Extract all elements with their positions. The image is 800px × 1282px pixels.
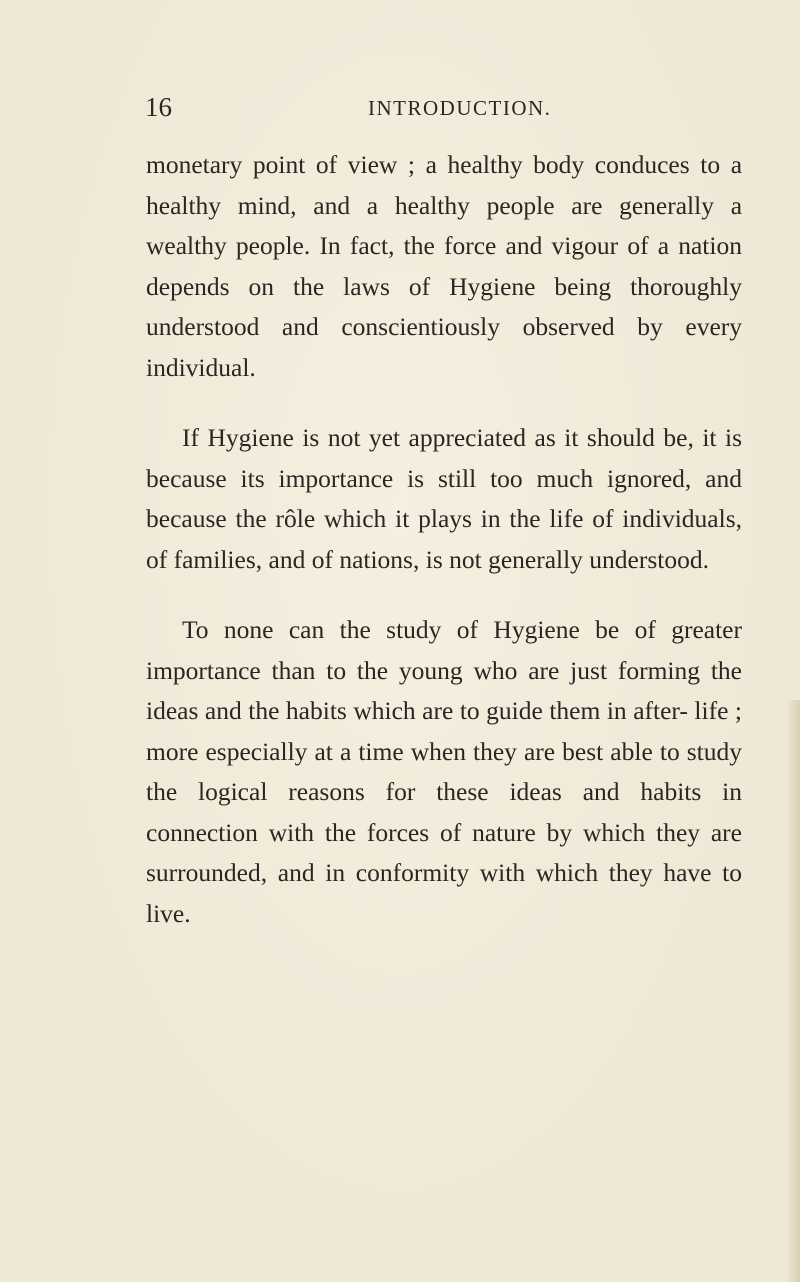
text-line: are surrounded, and in conformity with which they <box>146 817 742 887</box>
page-edge-shadow <box>786 700 800 1282</box>
page-header <box>145 92 745 132</box>
running-head: INTRODUCTION. <box>368 96 552 120</box>
text-line: in connection with the forces of nature by which they <box>146 777 742 847</box>
page-number: 16 <box>145 92 172 122</box>
text-line: of families, and of nations, is not generally understood. <box>146 544 710 574</box>
text-line: because the rôle which it plays in the life of individuals, <box>146 504 742 533</box>
text-line: to study the logical reasons for these ideas and habits <box>146 736 743 806</box>
text-line: ideas and the habits which are to guide them in after- <box>146 696 688 725</box>
paragraph-1 <box>146 145 742 388</box>
body-text <box>146 145 742 934</box>
text-line: importance than to the young who are just forming the <box>146 655 742 685</box>
text-line: monetary point of view ; a healthy body conduces to <box>146 150 721 179</box>
text-line: If Hygiene is not yet appreciated as it should be, it <box>182 423 717 452</box>
text-line: of a nation depends on the laws of Hygiene being <box>146 231 742 301</box>
paragraph-3 <box>146 610 742 934</box>
paragraph-2 <box>146 418 742 580</box>
text-line: have to live. <box>146 858 743 928</box>
text-line: is because its importance is still too much ignored, and <box>146 423 742 493</box>
text-line: every individual. <box>146 312 743 382</box>
text-line: life ; more especially at a time when they are best able <box>146 696 743 766</box>
text-line: a healthy mind, and a healthy people are generally <box>146 150 743 220</box>
text-line: thoroughly understood and conscientiously observed by <box>146 271 742 341</box>
text-line: To none can the study of Hygiene be of greater <box>182 615 742 644</box>
paragraph-gap <box>146 388 742 418</box>
paragraph-gap <box>146 580 742 610</box>
text-line: a wealthy people. In fact, the force and vigour <box>146 190 743 260</box>
